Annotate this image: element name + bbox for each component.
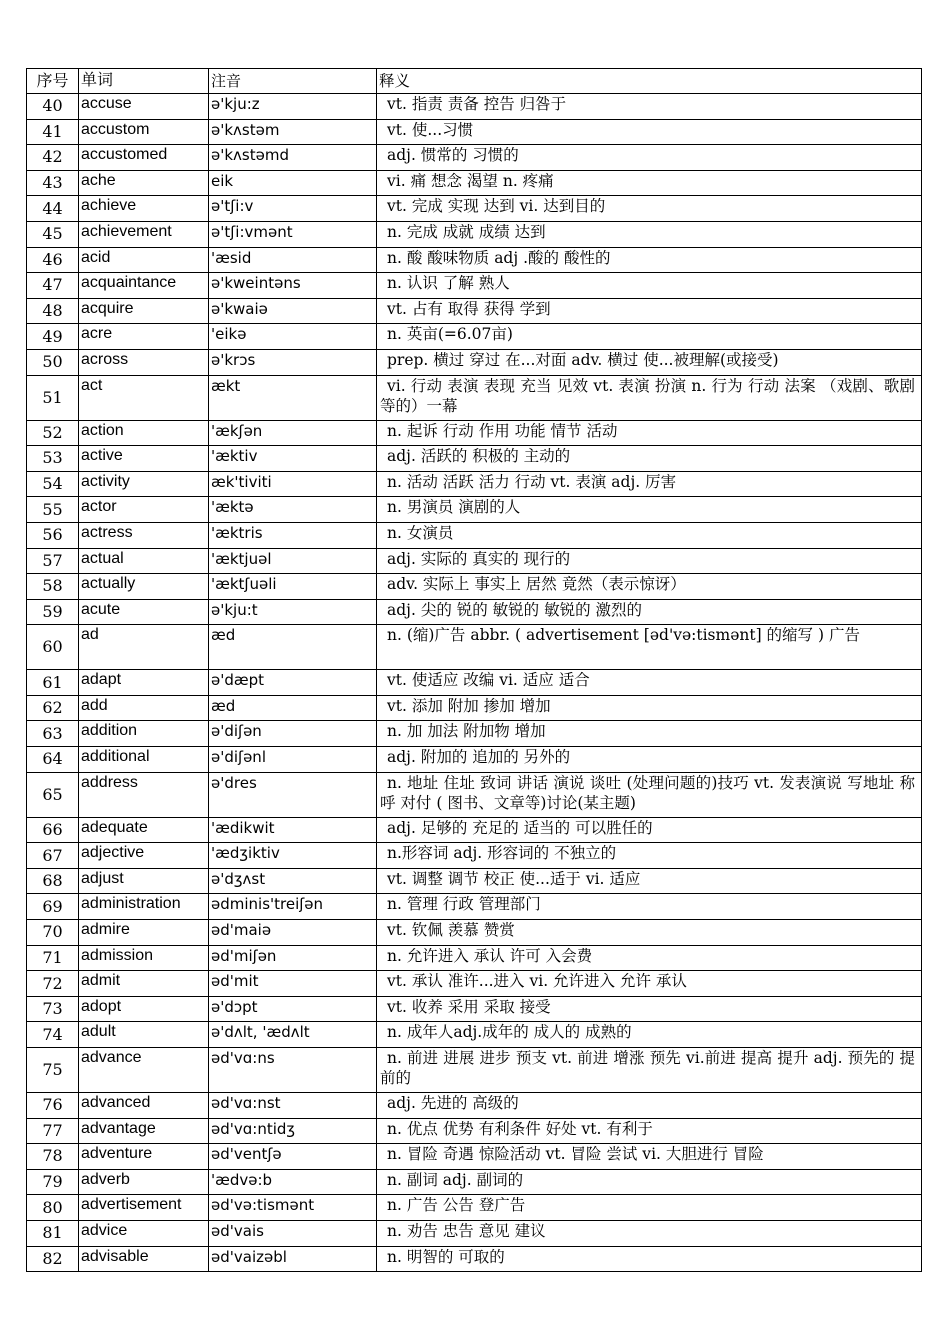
- phonetic-cell: əd'maiə: [209, 920, 377, 946]
- word-cell: actress: [79, 522, 209, 548]
- row-number: 67: [27, 843, 79, 869]
- phonetic-cell: æd: [209, 695, 377, 721]
- row-number: 66: [27, 817, 79, 843]
- table-row: [27, 1022, 922, 1048]
- phonetic-cell: ə'kʌstəmd: [209, 145, 377, 171]
- phonetic-cell: ə'diʃən: [209, 721, 377, 747]
- table-row: [27, 1169, 922, 1195]
- phonetic-cell: ə'dʒʌst: [209, 868, 377, 894]
- table-row: [27, 247, 922, 273]
- phonetic-cell: ə'dɔpt: [209, 996, 377, 1022]
- definition-cell: n. 完成 成就 成绩 达到: [377, 221, 922, 247]
- table-row: [27, 574, 922, 600]
- phonetic-cell: ə'kju:t: [209, 599, 377, 625]
- row-number: 62: [27, 695, 79, 721]
- phonetic-cell: ə'tʃi:vmənt: [209, 221, 377, 247]
- word-cell: accuse: [79, 94, 209, 120]
- phonetic-cell: eik: [209, 170, 377, 196]
- phonetic-cell: 'æktris: [209, 522, 377, 548]
- phonetic-cell: ə'kwaiə: [209, 298, 377, 324]
- row-number: 40: [27, 94, 79, 120]
- table-row: [27, 324, 922, 350]
- word-cell: admission: [79, 945, 209, 971]
- word-cell: adequate: [79, 817, 209, 843]
- phonetic-cell: æd: [209, 625, 377, 670]
- definition-cell: adj. 活跃的 积极的 主动的: [377, 446, 922, 472]
- row-number: 68: [27, 868, 79, 894]
- phonetic-cell: 'ækʃən: [209, 420, 377, 446]
- header-row: [27, 69, 922, 94]
- word-cell: advertisement: [79, 1195, 209, 1221]
- row-number: 64: [27, 747, 79, 773]
- table-row: [27, 945, 922, 971]
- header-no: 序号: [27, 69, 79, 94]
- table-row: [27, 894, 922, 920]
- word-cell: adapt: [79, 670, 209, 696]
- phonetic-cell: əd'vɑ:ntidʒ: [209, 1118, 377, 1144]
- word-cell: advisable: [79, 1246, 209, 1272]
- definition-cell: vt. 指责 责备 控告 归咎于: [377, 94, 922, 120]
- row-number: 80: [27, 1195, 79, 1221]
- table-row: [27, 1220, 922, 1246]
- row-number: 48: [27, 298, 79, 324]
- word-cell: action: [79, 420, 209, 446]
- table-row: [27, 298, 922, 324]
- word-cell: activity: [79, 471, 209, 497]
- table-row: [27, 817, 922, 843]
- table-row: [27, 996, 922, 1022]
- definition-cell: n. 明智的 可取的: [377, 1246, 922, 1272]
- definition-cell: adj. 尖的 锐的 敏锐的 敏锐的 激烈的: [377, 599, 922, 625]
- header-definition: 释义: [377, 69, 922, 94]
- word-cell: achieve: [79, 196, 209, 222]
- definition-cell: n. 英亩(=6.07亩): [377, 324, 922, 350]
- table-row: [27, 670, 922, 696]
- phonetic-cell: əd'vɑ:ns: [209, 1048, 377, 1093]
- definition-cell: vi. 行动 表演 表现 充当 见效 vt. 表演 扮演 n. 行为 行动 法案 （戏剧、歌剧等的）一幕: [377, 375, 922, 420]
- phonetic-cell: 'eikə: [209, 324, 377, 350]
- row-number: 57: [27, 548, 79, 574]
- row-number: 58: [27, 574, 79, 600]
- header-phonetic: 注音: [209, 69, 377, 94]
- phonetic-cell: ækt: [209, 375, 377, 420]
- row-number: 79: [27, 1169, 79, 1195]
- definition-cell: n. 女演员: [377, 522, 922, 548]
- table-row: [27, 721, 922, 747]
- phonetic-cell: 'æktiv: [209, 446, 377, 472]
- definition-cell: vt. 调整 调节 校正 使...适于 vi. 适应: [377, 868, 922, 894]
- table-row: [27, 94, 922, 120]
- table-row: [27, 868, 922, 894]
- row-number: 71: [27, 945, 79, 971]
- table-row: [27, 599, 922, 625]
- word-cell: acute: [79, 599, 209, 625]
- definition-cell: n. 成年人adj.成年的 成人的 成熟的: [377, 1022, 922, 1048]
- word-cell: achievement: [79, 221, 209, 247]
- definition-cell: n. 酸 酸味物质 adj .酸的 酸性的: [377, 247, 922, 273]
- row-number: 82: [27, 1246, 79, 1272]
- table-row: [27, 695, 922, 721]
- row-number: 41: [27, 119, 79, 145]
- word-cell: address: [79, 772, 209, 817]
- table-row: [27, 221, 922, 247]
- phonetic-cell: 'æktʃuəli: [209, 574, 377, 600]
- phonetic-cell: ə'krɔs: [209, 349, 377, 375]
- word-cell: actual: [79, 548, 209, 574]
- row-number: 44: [27, 196, 79, 222]
- word-cell: actually: [79, 574, 209, 600]
- definition-cell: n. 副词 adj. 副词的: [377, 1169, 922, 1195]
- phonetic-cell: 'ædʒiktiv: [209, 843, 377, 869]
- word-cell: ad: [79, 625, 209, 670]
- definition-cell: n. 允许进入 承认 许可 入会费: [377, 945, 922, 971]
- definition-cell: n. 地址 住址 致词 讲话 演说 谈吐 (处理问题的)技巧 vt. 发表演说 写地址 称呼 对付 ( 图书、文章等)讨论(某主题): [377, 772, 922, 817]
- definition-cell: prep. 横过 穿过 在...对面 adv. 横过 使...被理解(或接受): [377, 349, 922, 375]
- table-row: [27, 971, 922, 997]
- word-cell: adverb: [79, 1169, 209, 1195]
- word-cell: across: [79, 349, 209, 375]
- phonetic-cell: əd'mit: [209, 971, 377, 997]
- phonetic-cell: 'æktə: [209, 497, 377, 523]
- definition-cell: adj. 附加的 追加的 另外的: [377, 747, 922, 773]
- row-number: 75: [27, 1048, 79, 1093]
- phonetic-cell: əd'miʃən: [209, 945, 377, 971]
- phonetic-cell: 'æsid: [209, 247, 377, 273]
- word-cell: advantage: [79, 1118, 209, 1144]
- row-number: 43: [27, 170, 79, 196]
- word-cell: admire: [79, 920, 209, 946]
- row-number: 60: [27, 625, 79, 670]
- row-number: 73: [27, 996, 79, 1022]
- phonetic-cell: ə'kju:z: [209, 94, 377, 120]
- table-row: [27, 522, 922, 548]
- table-row: [27, 548, 922, 574]
- row-number: 56: [27, 522, 79, 548]
- definition-cell: vt. 完成 实现 达到 vi. 达到目的: [377, 196, 922, 222]
- definition-cell: n. 加 加法 附加物 增加: [377, 721, 922, 747]
- word-cell: admit: [79, 971, 209, 997]
- definition-cell: vt. 使适应 改编 vi. 适应 适合: [377, 670, 922, 696]
- row-number: 61: [27, 670, 79, 696]
- word-cell: advanced: [79, 1093, 209, 1119]
- row-number: 72: [27, 971, 79, 997]
- row-number: 74: [27, 1022, 79, 1048]
- phonetic-cell: æk'tiviti: [209, 471, 377, 497]
- table-row: [27, 471, 922, 497]
- definition-cell: adj. 先进的 高级的: [377, 1093, 922, 1119]
- table-row: [27, 420, 922, 446]
- table-row: [27, 119, 922, 145]
- definition-cell: vi. 痛 想念 渴望 n. 疼痛: [377, 170, 922, 196]
- word-cell: administration: [79, 894, 209, 920]
- row-number: 78: [27, 1144, 79, 1170]
- row-number: 63: [27, 721, 79, 747]
- row-number: 77: [27, 1118, 79, 1144]
- phonetic-cell: ə'kʌstəm: [209, 119, 377, 145]
- phonetic-cell: 'æktjuəl: [209, 548, 377, 574]
- definition-cell: vt. 使...习惯: [377, 119, 922, 145]
- word-cell: acre: [79, 324, 209, 350]
- table-row: [27, 1118, 922, 1144]
- word-cell: adult: [79, 1022, 209, 1048]
- word-cell: advance: [79, 1048, 209, 1093]
- table-row: [27, 920, 922, 946]
- word-cell: accustomed: [79, 145, 209, 171]
- definition-cell: adj. 惯常的 习惯的: [377, 145, 922, 171]
- row-number: 49: [27, 324, 79, 350]
- word-cell: active: [79, 446, 209, 472]
- definition-cell: n. 广告 公告 登广告: [377, 1195, 922, 1221]
- phonetic-cell: ədminis'treiʃən: [209, 894, 377, 920]
- definition-cell: n. 冒险 奇遇 惊险活动 vt. 冒险 尝试 vi. 大胆进行 冒险: [377, 1144, 922, 1170]
- row-number: 70: [27, 920, 79, 946]
- definition-cell: n. 优点 优势 有利条件 好处 vt. 有利于: [377, 1118, 922, 1144]
- definition-cell: n. 起诉 行动 作用 功能 情节 活动: [377, 420, 922, 446]
- row-number: 47: [27, 273, 79, 299]
- table-row: [27, 446, 922, 472]
- row-number: 59: [27, 599, 79, 625]
- phonetic-cell: ə'dʌlt, 'ædʌlt: [209, 1022, 377, 1048]
- vocabulary-table: [26, 68, 922, 1272]
- definition-cell: n. 活动 活跃 活力 行动 vt. 表演 adj. 厉害: [377, 471, 922, 497]
- table-body: [27, 94, 922, 1272]
- word-cell: adopt: [79, 996, 209, 1022]
- definition-cell: n. 前进 进展 进步 预支 vt. 前进 增涨 预先 vi.前进 提高 提升 adj. 预先的 提前的: [377, 1048, 922, 1093]
- definition-cell: n. 管理 行政 管理部门: [377, 894, 922, 920]
- word-cell: add: [79, 695, 209, 721]
- word-cell: acid: [79, 247, 209, 273]
- phonetic-cell: əd'və:tismənt: [209, 1195, 377, 1221]
- phonetic-cell: ə'kweintəns: [209, 273, 377, 299]
- phonetic-cell: ə'dæpt: [209, 670, 377, 696]
- table-row: [27, 747, 922, 773]
- phonetic-cell: əd'ventʃə: [209, 1144, 377, 1170]
- table-row: [27, 843, 922, 869]
- table-row: [27, 772, 922, 817]
- row-number: 42: [27, 145, 79, 171]
- table-row: [27, 349, 922, 375]
- table-row: [27, 145, 922, 171]
- phonetic-cell: 'ædikwit: [209, 817, 377, 843]
- word-cell: addition: [79, 721, 209, 747]
- definition-cell: vt. 钦佩 羡慕 赞赏: [377, 920, 922, 946]
- word-cell: acquire: [79, 298, 209, 324]
- phonetic-cell: 'ædvə:b: [209, 1169, 377, 1195]
- word-cell: ache: [79, 170, 209, 196]
- row-number: 45: [27, 221, 79, 247]
- row-number: 50: [27, 349, 79, 375]
- row-number: 46: [27, 247, 79, 273]
- table-row: [27, 170, 922, 196]
- word-cell: adjective: [79, 843, 209, 869]
- definition-cell: adj. 实际的 真实的 现行的: [377, 548, 922, 574]
- definition-cell: vt. 承认 准许...进入 vi. 允许进入 允许 承认: [377, 971, 922, 997]
- row-number: 81: [27, 1220, 79, 1246]
- table-row: [27, 1048, 922, 1093]
- word-cell: accustom: [79, 119, 209, 145]
- row-number: 55: [27, 497, 79, 523]
- definition-cell: n. 劝告 忠告 意见 建议: [377, 1220, 922, 1246]
- row-number: 53: [27, 446, 79, 472]
- row-number: 65: [27, 772, 79, 817]
- table-row: [27, 273, 922, 299]
- header-word: 单词: [79, 69, 209, 94]
- word-cell: actor: [79, 497, 209, 523]
- phonetic-cell: əd'vais: [209, 1220, 377, 1246]
- definition-cell: adj. 足够的 充足的 适当的 可以胜任的: [377, 817, 922, 843]
- phonetic-cell: əd'vaizəbl: [209, 1246, 377, 1272]
- table-row: [27, 625, 922, 670]
- table-row: [27, 1144, 922, 1170]
- phonetic-cell: ə'dres: [209, 772, 377, 817]
- table-row: [27, 497, 922, 523]
- table-row: [27, 1246, 922, 1272]
- table-row: [27, 196, 922, 222]
- phonetic-cell: əd'vɑ:nst: [209, 1093, 377, 1119]
- definition-cell: n. (缩)广告 abbr. ( advertisement [əd'və:tismənt] 的缩写 ) 广告: [377, 625, 922, 670]
- definition-cell: n. 认识 了解 熟人: [377, 273, 922, 299]
- definition-cell: vt. 收养 采用 采取 接受: [377, 996, 922, 1022]
- table-row: [27, 375, 922, 420]
- definition-cell: n.形容词 adj. 形容词的 不独立的: [377, 843, 922, 869]
- definition-cell: n. 男演员 演剧的人: [377, 497, 922, 523]
- row-number: 69: [27, 894, 79, 920]
- definition-cell: vt. 占有 取得 获得 学到: [377, 298, 922, 324]
- phonetic-cell: ə'diʃənl: [209, 747, 377, 773]
- word-cell: act: [79, 375, 209, 420]
- row-number: 51: [27, 375, 79, 420]
- row-number: 76: [27, 1093, 79, 1119]
- word-cell: acquaintance: [79, 273, 209, 299]
- word-cell: adjust: [79, 868, 209, 894]
- word-cell: advice: [79, 1220, 209, 1246]
- table-row: [27, 1195, 922, 1221]
- definition-cell: adv. 实际上 事实上 居然 竟然（表示惊讶）: [377, 574, 922, 600]
- table-row: [27, 1093, 922, 1119]
- definition-cell: vt. 添加 附加 掺加 增加: [377, 695, 922, 721]
- row-number: 52: [27, 420, 79, 446]
- phonetic-cell: ə'tʃi:v: [209, 196, 377, 222]
- word-cell: additional: [79, 747, 209, 773]
- word-cell: adventure: [79, 1144, 209, 1170]
- row-number: 54: [27, 471, 79, 497]
